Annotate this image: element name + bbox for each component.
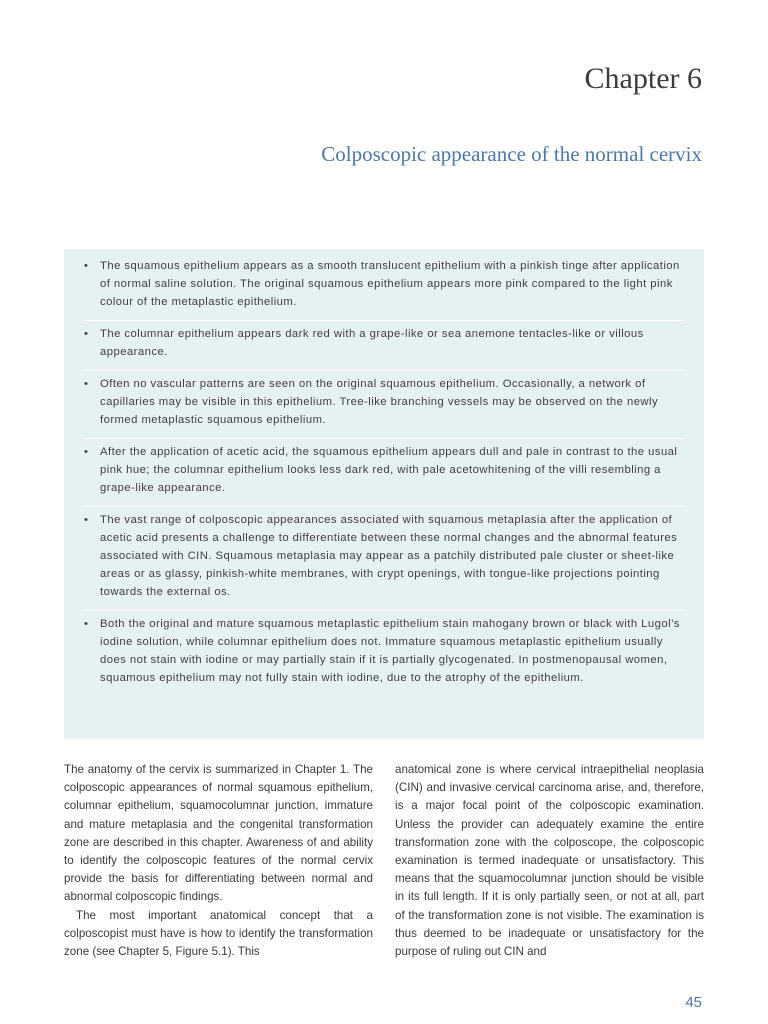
summary-point-text: The columnar epithelium appears dark red with a grape-like or sea anemone tentacles-like or villous appearance. (100, 328, 644, 358)
body-paragraph: The most important anatomical concept that a colposcopist must have is how to identify the transformation zone (see Chapter 5, Figure 5.1). This (64, 908, 373, 959)
body-column-left (64, 761, 373, 961)
bullet-icon: • (84, 618, 89, 630)
summary-point (84, 253, 684, 321)
bullet-icon: • (84, 260, 89, 272)
chapter-label: Chapter 6 (584, 62, 702, 95)
bullet-icon: • (84, 446, 89, 458)
chapter-title: Colposcopic appearance of the normal cervix (321, 142, 702, 166)
bullet-icon: • (84, 378, 89, 390)
summary-point-text: The squamous epithelium appears as a smooth translucent epithelium with a pinkish tinge after application of normal saline solution. The original squamous epithelium appears more pink compared to the light pink colour of the metaplastic epithelium. (100, 260, 680, 308)
summary-point-text: Often no vascular patterns are seen on the original squamous epithelium. Occasionally, a network of capillaries may be visible in this epithelium. Tree-like branching vessels may be observed on the newly formed metaplastic squamous epithelium. (100, 378, 659, 426)
summary-point-text: The vast range of colposcopic appearances associated with squamous metaplasia after the application of acetic acid presents a challenge to differentiate between these normal changes and the abnormal features associated with CIN. Squamous metaplasia may appear as a patchily distributed pale cluster or sheet-like areas or as glassy, pinkish-white membranes, with crypt openings, with tongue-like projections pointing towards the external os. (100, 514, 678, 598)
summary-point-text: Both the original and mature squamous metaplastic epithelium stain mahogany brown or black with Lugol’s iodine solution, while columnar epithelium does not. Immature squamous metaplastic epithelium usually does not stain with iodine or may partially stain if it is partially glycogenated. In postmenopausal women, squamous epithelium may not fully stain with iodine, due to the atrophy of the epithelium. (100, 618, 680, 684)
bullet-icon: • (84, 514, 89, 526)
body-paragraph: The anatomy of the cervix is summarized in Chapter 1. The colposcopic appearances of normal squamous epithelium, columnar epithelium, squamocolumnar junction, immature and mature metaplasia and the congenital transformation zone are described in this chapter. Awareness of and ability to identify the colposcopic features of the normal cervix provide the basis for differentiating between normal and abnormal colposcopic findings. (64, 763, 373, 904)
body-paragraph: anatomical zone is where cervical intraepithelial neoplasia (CIN) and invasive cervical carcinoma arise, and, therefore, is a major focal point of the colposcopic examination. Unless the provider can adequately examine the entire transformation zone with the colposcope, the colposcopic examination is termed inadequate or unsatisfactory. This means that the squamocolumnar junction should be visible in its full length. If it is only partially seen, or not at all, part of the transformation zone is not visible. The examination is thus deemed to be inadequate or unsatisfactory for the purpose of ruling out CIN and (395, 763, 704, 959)
body-column-right (395, 761, 704, 961)
summary-point (84, 371, 684, 439)
summary-point (84, 507, 684, 611)
page-number: 45 (685, 994, 702, 1011)
summary-point-text: After the application of acetic acid, the squamous epithelium appears dull and pale in contrast to the usual pink hue; the columnar epithelium looks less dark red, with pale acetowhitening of the villi resembling a grape-like appearance. (100, 446, 678, 494)
summary-point (84, 439, 684, 507)
bullet-icon: • (84, 328, 89, 340)
summary-point (84, 611, 684, 696)
summary-box (64, 249, 704, 739)
summary-point (84, 321, 684, 371)
